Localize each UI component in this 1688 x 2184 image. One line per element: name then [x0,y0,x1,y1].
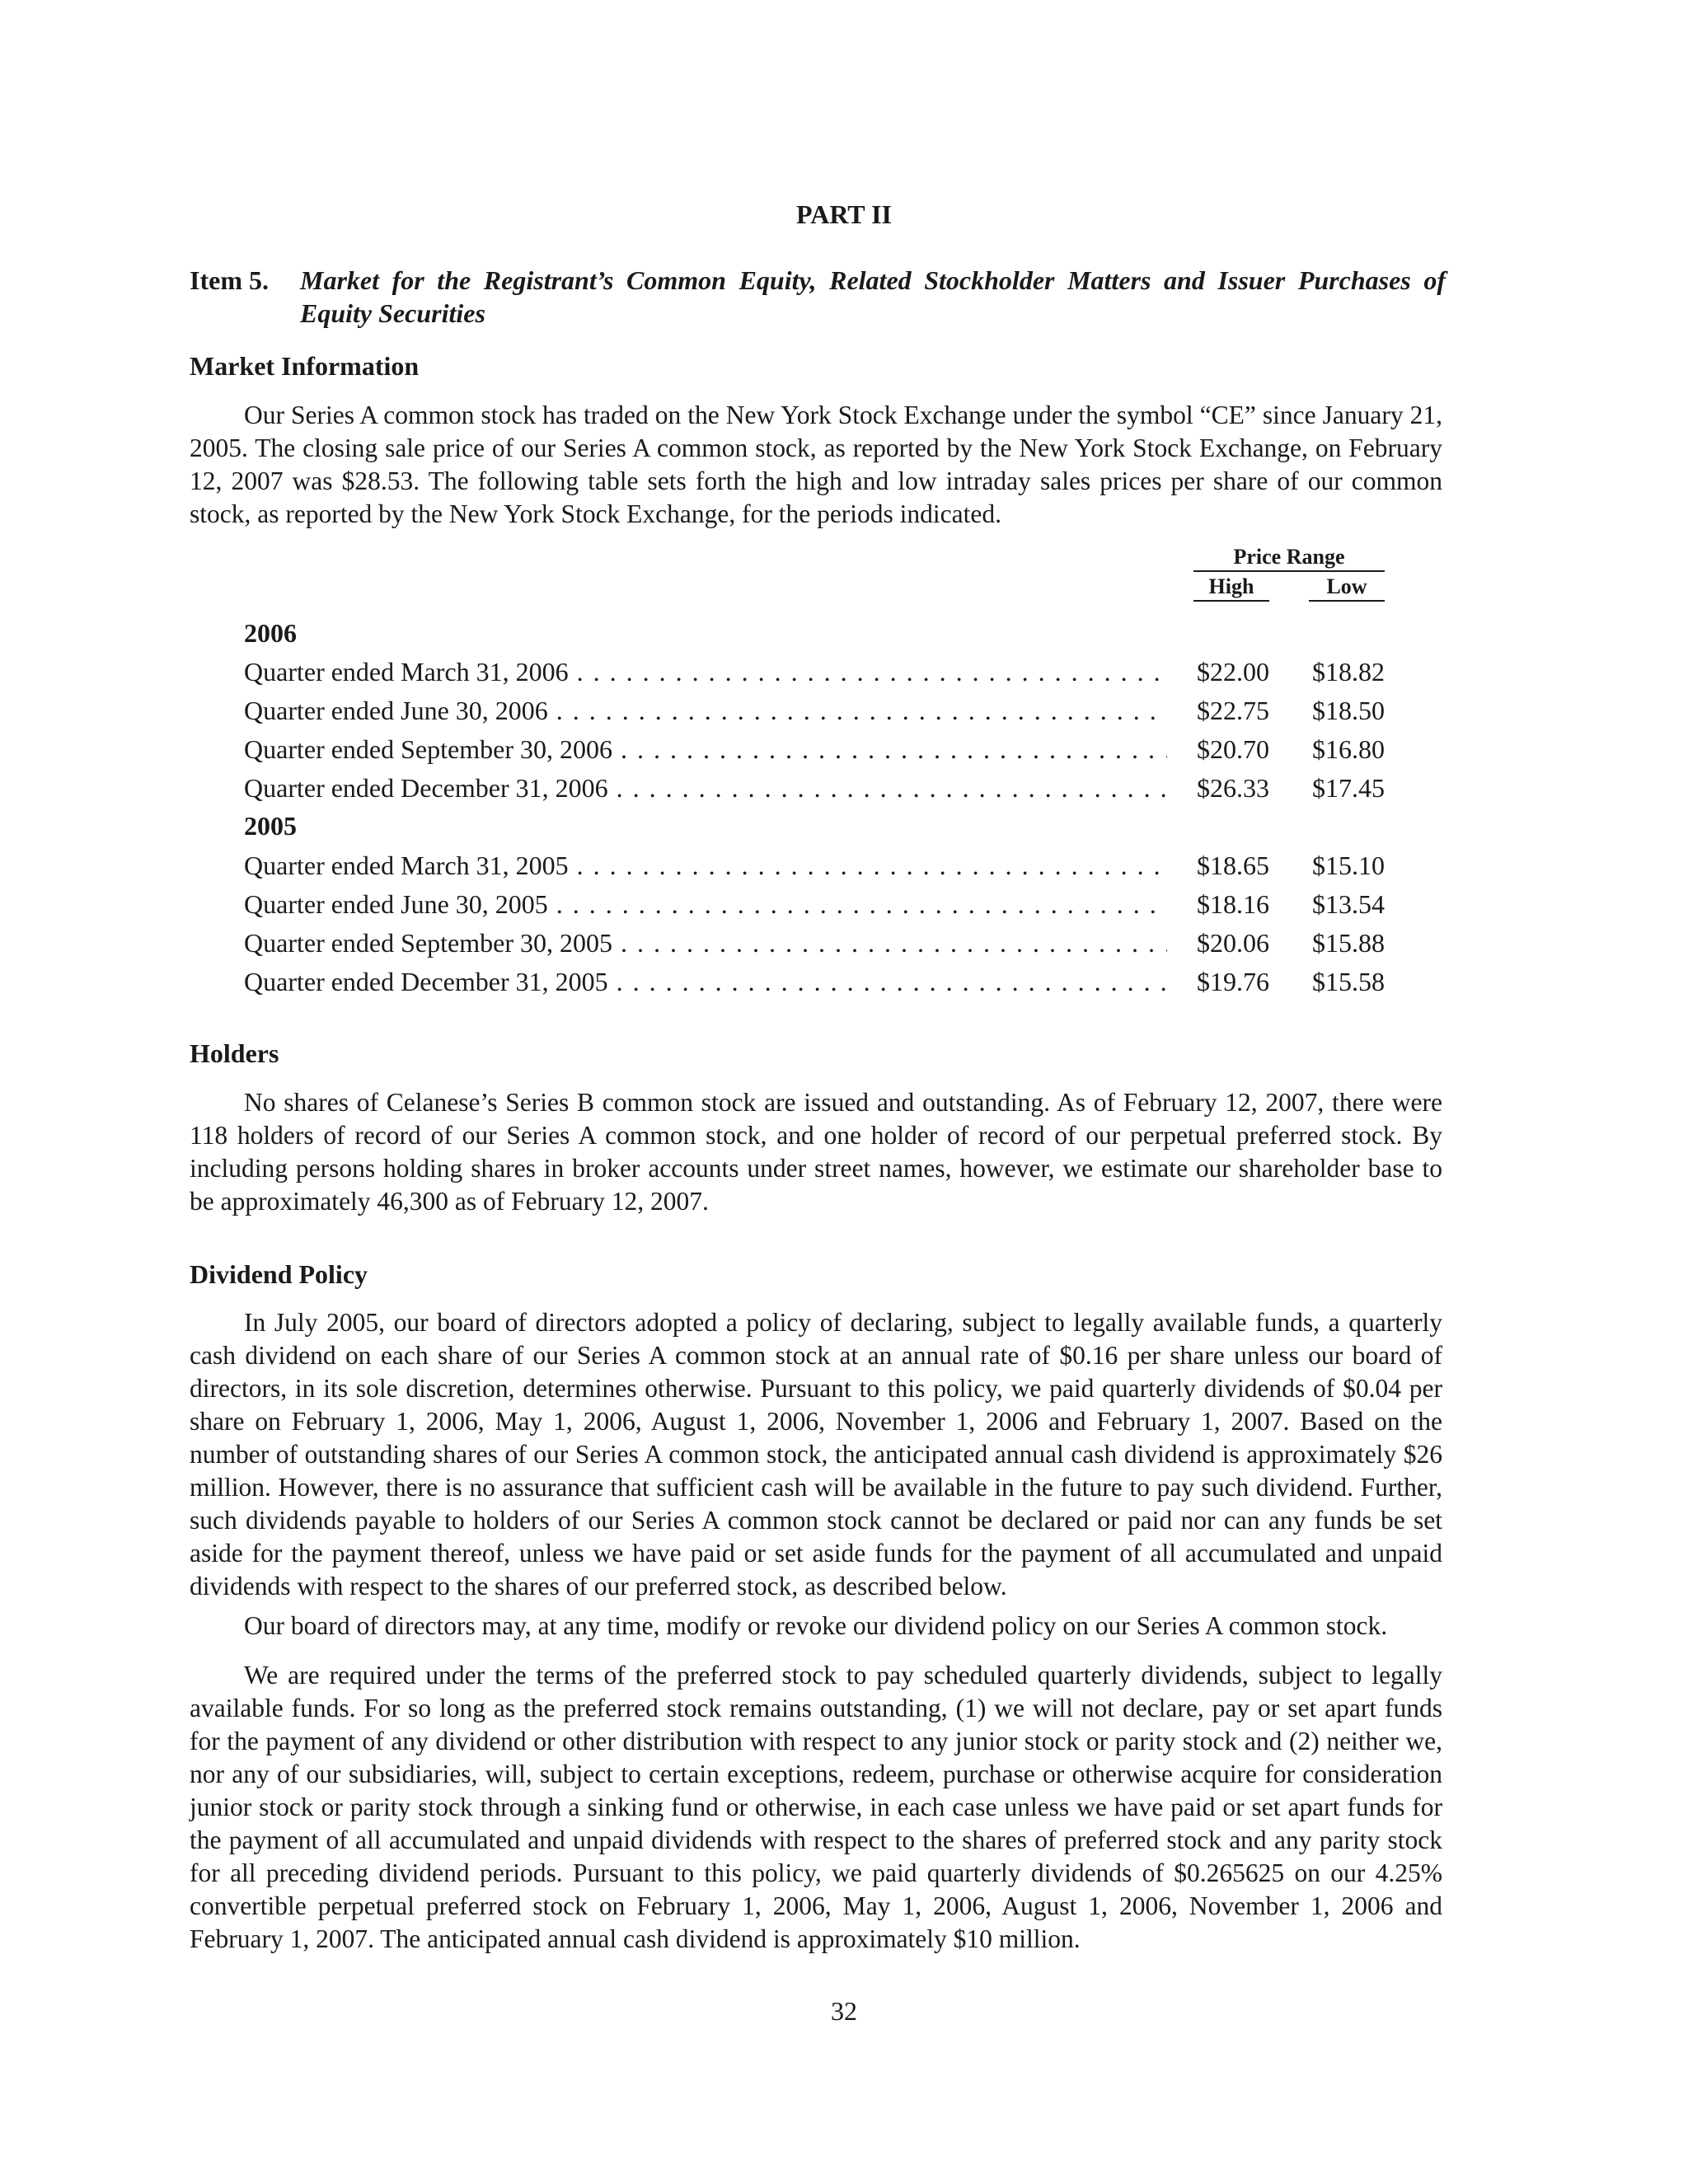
row-label: Quarter ended June 30, 2006 . . . [244,694,1167,727]
page-number: 32 [831,1996,857,2026]
high-value: $22.00 [1197,657,1269,687]
row-label: Quarter ended December 31, 2006 . . . [244,771,1167,804]
high-value: $19.76 [1197,967,1269,996]
row-label: Quarter ended March 31, 2005 . . . [244,849,1167,882]
item-title: Market for the Registrant’s Common Equity, Related Stockholder Matters and Issuer Purchases of Equity Securities [300,265,1446,328]
table-row [244,888,1385,921]
low-value: $15.88 [1312,928,1385,958]
table-row [244,655,1385,688]
holders-paragraph: No shares of Celanese’s Series B common stock are issued and outstanding. As of February 12, 2007, there were 118 holders of record of our Series A common stock, and one holder of record of our perpetual preferred stock. By including persons holding shares in broker accounts under street names, however, we estimate our shareholder base to be approximately 46,300 as of February 12, 2007. [190,1088,1442,1216]
year-2005-label: 2005 [244,811,297,841]
dividend-paragraph-3: We are required under the terms of the preferred stock to pay scheduled quarterly dividends, subject to legally available funds. For so long as the preferred stock remains outstanding, (1) we will not declare, pay or set apart funds for the payment of any dividend or other distribution with respect to any junior stock or parity stock and (2) neither we, nor any of our subsidiaries, will, subject to certain exceptions, redeem, purchase or otherwise acquire for consideration junior stock or parity stock through a sinking fund or otherwise, in each case unless we have paid or set apart funds for the payment of all accumulated and unpaid dividends with respect to the shares of preferred stock and any parity stock for all preceding dividend periods. Pursuant to this policy, we paid quarterly dividends of $0.265625 on our 4.25% convertible perpetual preferred stock on February 1, 2006, May 1, 2006, August 1, 2006, November 1, 2006 and February 1, 2007. The anticipated annual cash dividend is approximately $10 million. [190,1661,1442,1953]
dividend-paragraph-2: Our board of directors may, at any time, modify or revoke our dividend policy on our Series A common stock. [244,1611,1388,1640]
row-label: Quarter ended September 30, 2006 . . . [244,733,1167,766]
low-value: $15.58 [1312,967,1385,996]
low-value: $13.54 [1312,889,1385,919]
high-value: $20.06 [1197,928,1269,958]
row-label: Quarter ended September 30, 2005 . . . [244,926,1167,959]
holders-heading: Holders [190,1038,279,1068]
dividend-paragraph-1: In July 2005, our board of directors adopted a policy of declaring, subject to legally available funds, a quarterly cash dividend on each share of our Series A common stock at an annual rate of $0.16 per share unless our board of directors, in its sole discretion, determines otherwise. Pursuant to this policy, we paid quarterly dividends of $0.04 per share on February 1, 2006, May 1, 2006, August 1, 2006, November 1, 2006 and February 1, 2007. Based on the number of outstanding shares of our Series A common stock, the anticipated annual cash dividend is approximately $26 million. However, there is no assurance that sufficient cash will be available in the future to pay such dividend. Further, such dividends payable to holders of our Series A common stock cannot be declared or paid nor can any funds be set aside for the payment thereof, unless we have paid or set aside funds for the payment of all accumulated and unpaid dividends with respect to the shares of our preferred stock, as described below. [190,1308,1442,1601]
row-label: Quarter ended March 31, 2006 . . . [244,655,1167,688]
low-value: $18.82 [1312,657,1385,687]
dividend-policy-heading: Dividend Policy [190,1259,368,1289]
high-value: $20.70 [1197,734,1269,764]
table-row [244,849,1385,882]
table-row [244,926,1385,959]
low-value: $15.10 [1312,851,1385,880]
high-value: $22.75 [1197,696,1269,725]
table-row [244,965,1385,998]
row-label: Quarter ended June 30, 2005 . . . [244,888,1167,921]
low-value: $17.45 [1312,773,1385,803]
market-information-heading: Market Information [190,351,420,381]
market-information-paragraph: Our Series A common stock has traded on the New York Stock Exchange under the symbol “CE” since January 21, 2005. The closing sale price of our Series A common stock, as reported by the New York Stock Exchange, on February 12, 2007 was $28.53. The following table sets forth the high and low intraday sales prices per share of our common stock, as reported by the New York Stock Exchange, for the periods indicated. [190,401,1442,528]
high-value: $26.33 [1197,773,1269,803]
part-title: PART II [796,199,892,229]
high-column-header: High [1193,574,1269,602]
low-value: $18.50 [1312,696,1385,725]
low-value: $16.80 [1312,734,1385,764]
row-label: Quarter ended December 31, 2005 . . . [244,965,1167,998]
price-range-header: Price Range [1193,544,1385,572]
year-2006-label: 2006 [244,618,297,648]
high-value: $18.65 [1197,851,1269,880]
item-number: Item 5. [190,265,269,295]
table-row [244,771,1385,804]
table-row [244,694,1385,727]
table-row [244,733,1385,766]
high-value: $18.16 [1197,889,1269,919]
low-column-header: Low [1309,574,1385,602]
